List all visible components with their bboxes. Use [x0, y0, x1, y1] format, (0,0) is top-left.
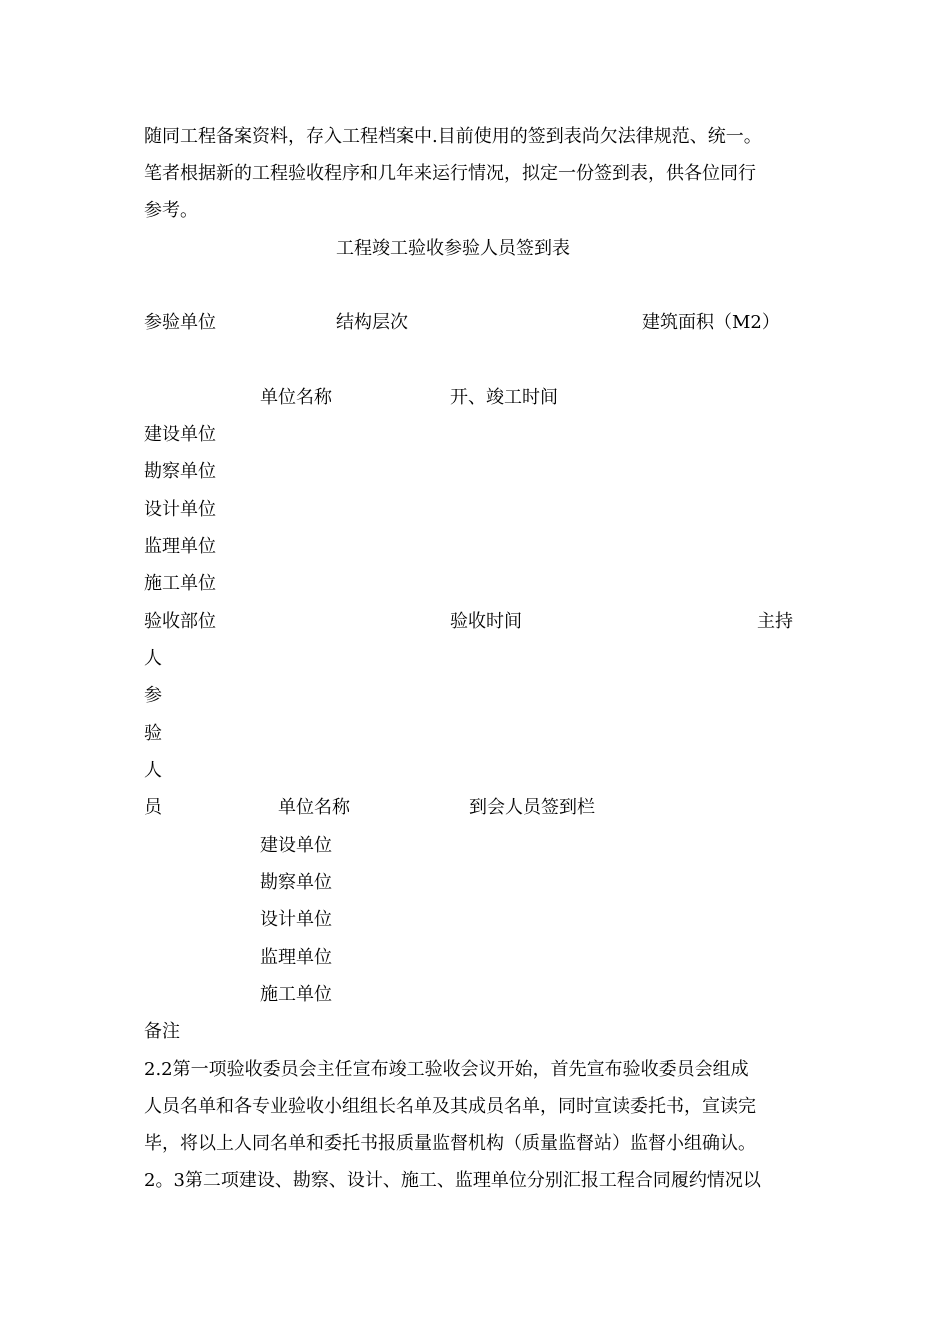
label-participating-unit: 参验单位: [144, 312, 216, 333]
unit2-supervision: 监理单位: [260, 947, 332, 968]
unit2-builder: 施工单位: [260, 984, 332, 1005]
vertical-label-char-2: 验: [144, 723, 162, 744]
intro-line-3: 参考。: [144, 200, 198, 221]
section-2-3-line-1: 2。3第二项建设、勘察、设计、施工、监理单位分别汇报工程合同履约情况以: [144, 1170, 761, 1191]
intro-line-1: 随同工程备案资料，存入工程档案中.目前使用的签到表尚欠法律规范、统一。: [144, 126, 762, 147]
header-unit-name-2: 单位名称: [278, 797, 350, 818]
unit2-construction: 建设单位: [260, 835, 332, 856]
label-host-suffix: 人: [144, 648, 162, 669]
label-host: 主持: [757, 611, 793, 632]
vertical-label-char-1: 参: [144, 685, 162, 706]
unit-construction: 建设单位: [144, 424, 216, 445]
header-unit-name: 单位名称: [260, 387, 332, 408]
unit-design: 设计单位: [144, 499, 216, 520]
label-remarks: 备注: [144, 1021, 180, 1042]
header-start-completion-time: 开、竣工时间: [450, 387, 558, 408]
header-signature-column: 到会人员签到栏: [469, 797, 595, 818]
section-2-2-line-3: 毕，将以上人同名单和委托书报质量监督机构（质量监督站）监督小组确认。: [144, 1133, 756, 1154]
section-2-2-line-1: 2.2第一项验收委员会主任宣布竣工验收会议开始，首先宣布验收委员会组成: [144, 1059, 749, 1080]
intro-line-2: 笔者根据新的工程验收程序和几年来运行情况，拟定一份签到表，供各位同行: [144, 163, 756, 184]
unit-supervision: 监理单位: [144, 536, 216, 557]
unit2-design: 设计单位: [260, 909, 332, 930]
form-title: 工程竣工验收参验人员签到表: [336, 238, 570, 259]
label-structure-level: 结构层次: [336, 312, 408, 333]
vertical-label-char-4: 员: [144, 797, 162, 818]
vertical-label-char-3: 人: [144, 760, 162, 781]
label-acceptance-part: 验收部位: [144, 611, 216, 632]
unit-builder: 施工单位: [144, 573, 216, 594]
label-acceptance-time: 验收时间: [450, 611, 522, 632]
unit2-survey: 勘察单位: [260, 872, 332, 893]
unit-survey: 勘察单位: [144, 461, 216, 482]
label-building-area: 建筑面积（M2）: [642, 312, 780, 333]
section-2-2-line-2: 人员名单和各专业验收小组组长名单及其成员名单，同时宣读委托书，宣读完: [144, 1096, 756, 1117]
